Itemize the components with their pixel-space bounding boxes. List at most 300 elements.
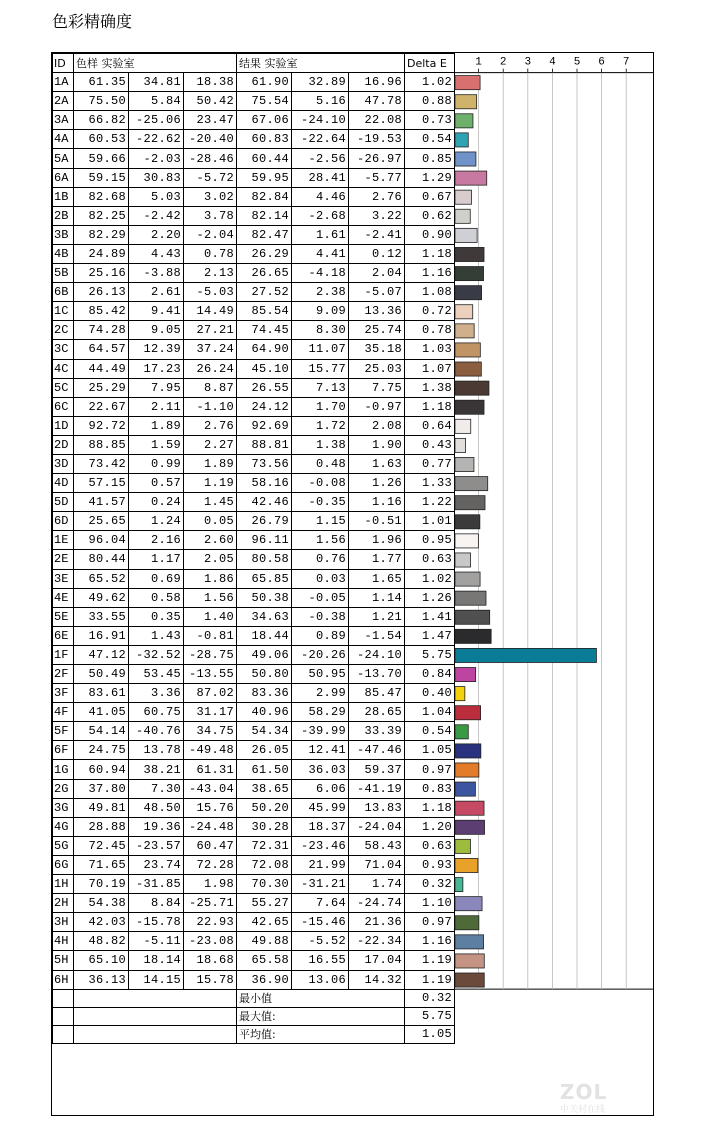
sample-l: 64.57 [74, 340, 129, 359]
delta-e-bar-2g [455, 782, 475, 796]
result-a: 0.89 [292, 626, 349, 645]
sample-b: 1.86 [184, 569, 237, 588]
delta-e-value: 0.54 [405, 130, 455, 149]
result-b: -1.54 [349, 626, 405, 645]
sample-l: 65.52 [74, 569, 129, 588]
result-b: 1.63 [349, 454, 405, 473]
sample-b: -25.71 [184, 894, 237, 913]
summary-avg-row [53, 1025, 455, 1043]
table-row [53, 875, 455, 894]
result-l: 34.63 [237, 607, 292, 626]
result-l: 40.96 [237, 703, 292, 722]
table-row [53, 684, 455, 703]
sample-b: 1.45 [184, 493, 237, 512]
sample-l: 42.03 [74, 913, 129, 932]
result-a: 50.95 [292, 665, 349, 684]
result-b: 1.90 [349, 435, 405, 454]
delta-e-bar-6g [455, 858, 478, 872]
result-a: 1.72 [292, 416, 349, 435]
table-row [53, 168, 455, 187]
delta-e-value: 0.85 [405, 149, 455, 168]
delta-e-bar-6h [455, 973, 484, 987]
patch-id: 3F [53, 684, 74, 703]
delta-e-value: 0.90 [405, 225, 455, 244]
sample-l: 24.75 [74, 741, 129, 760]
result-l: 49.06 [237, 645, 292, 664]
table-row [53, 474, 455, 493]
sample-l: 50.49 [74, 665, 129, 684]
sample-a: 9.05 [129, 321, 184, 340]
result-b: 13.83 [349, 798, 405, 817]
delta-e-bar-2h [455, 897, 482, 911]
sample-l: 70.19 [74, 875, 129, 894]
sample-l: 96.04 [74, 531, 129, 550]
result-a: 4.46 [292, 187, 349, 206]
result-b: 85.47 [349, 684, 405, 703]
sample-a: 0.24 [129, 493, 184, 512]
summary-min-row [53, 989, 455, 1007]
sample-b: 27.21 [184, 321, 237, 340]
delta-e-bar-6c [455, 400, 484, 414]
sample-b: 23.47 [184, 111, 237, 130]
summary-blank-id [53, 1007, 74, 1025]
result-l: 83.36 [237, 684, 292, 703]
result-l: 26.29 [237, 244, 292, 263]
delta-e-value: 0.43 [405, 435, 455, 454]
sample-a: 0.58 [129, 588, 184, 607]
sample-a: -22.62 [129, 130, 184, 149]
result-b: 1.21 [349, 607, 405, 626]
chart-tick-label: 5 [573, 56, 581, 69]
patch-id: 6G [53, 855, 74, 874]
delta-e-bar-5b [455, 267, 484, 281]
result-l: 70.30 [237, 875, 292, 894]
result-l: 58.16 [237, 474, 292, 493]
delta-e-bar-chart [454, 53, 654, 1115]
delta-e-bar-5d [455, 496, 485, 510]
result-a: 1.38 [292, 435, 349, 454]
table-row [53, 760, 455, 779]
result-b: -0.51 [349, 512, 405, 531]
result-b: 3.22 [349, 206, 405, 225]
patch-id: 2C [53, 321, 74, 340]
result-b: -13.70 [349, 665, 405, 684]
result-l: 50.20 [237, 798, 292, 817]
patch-id: 4F [53, 703, 74, 722]
result-l: 36.90 [237, 970, 292, 989]
sample-l: 41.05 [74, 703, 129, 722]
delta-e-bar-5h [455, 954, 484, 968]
sample-a: 1.43 [129, 626, 184, 645]
sample-a: 4.43 [129, 244, 184, 263]
patch-id: 5C [53, 378, 74, 397]
summary-avg-label: 平均值: [237, 1025, 405, 1043]
result-a: 7.13 [292, 378, 349, 397]
table-row [53, 741, 455, 760]
result-l: 30.28 [237, 817, 292, 836]
delta-e-value: 0.93 [405, 855, 455, 874]
table-row [53, 817, 455, 836]
sample-b: 3.78 [184, 206, 237, 225]
sample-a: 0.99 [129, 454, 184, 473]
result-b: 59.37 [349, 760, 405, 779]
sample-b: 22.93 [184, 913, 237, 932]
patch-id: 3E [53, 569, 74, 588]
result-a: 0.76 [292, 550, 349, 569]
result-l: 50.38 [237, 588, 292, 607]
result-a: -0.08 [292, 474, 349, 493]
result-l: 67.06 [237, 111, 292, 130]
patch-id: 3A [53, 111, 74, 130]
sample-b: -5.03 [184, 283, 237, 302]
summary-max-label: 最大值: [237, 1007, 405, 1025]
sample-a: 3.36 [129, 684, 184, 703]
patch-id: 6A [53, 168, 74, 187]
patch-id: 2A [53, 92, 74, 111]
sample-a: 1.24 [129, 512, 184, 531]
sample-l: 16.91 [74, 626, 129, 645]
delta-e-value: 1.03 [405, 340, 455, 359]
result-l: 82.47 [237, 225, 292, 244]
sample-l: 88.85 [74, 435, 129, 454]
sample-b: 1.89 [184, 454, 237, 473]
delta-e-bar-2d [455, 438, 466, 452]
sample-l: 33.55 [74, 607, 129, 626]
sample-l: 73.42 [74, 454, 129, 473]
patch-id: 5G [53, 836, 74, 855]
delta-e-bar-2c [455, 324, 474, 338]
delta-e-value: 1.08 [405, 283, 455, 302]
result-a: 32.89 [292, 73, 349, 92]
result-b: 71.04 [349, 855, 405, 874]
result-b: 7.75 [349, 378, 405, 397]
result-a: -2.56 [292, 149, 349, 168]
patch-id: 2D [53, 435, 74, 454]
result-a: 8.30 [292, 321, 349, 340]
table-row [53, 187, 455, 206]
delta-e-value: 1.19 [405, 951, 455, 970]
sample-a: 7.95 [129, 378, 184, 397]
result-l: 26.65 [237, 264, 292, 283]
chart-tick-label: 2 [499, 56, 507, 69]
result-a: 2.38 [292, 283, 349, 302]
patch-id: 4G [53, 817, 74, 836]
patch-id: 5A [53, 149, 74, 168]
delta-e-value: 1.16 [405, 932, 455, 951]
result-b: 1.96 [349, 531, 405, 550]
result-l: 85.54 [237, 302, 292, 321]
sample-a: -2.03 [129, 149, 184, 168]
sample-l: 25.29 [74, 378, 129, 397]
result-b: 16.96 [349, 73, 405, 92]
result-a: -5.52 [292, 932, 349, 951]
result-a: 5.16 [292, 92, 349, 111]
delta-e-value: 0.83 [405, 779, 455, 798]
delta-e-bar-5a [455, 152, 476, 166]
sample-a: 2.61 [129, 283, 184, 302]
result-a: -23.46 [292, 836, 349, 855]
summary-avg-value: 1.05 [405, 1025, 455, 1043]
delta-e-bar-4f [455, 706, 481, 720]
sample-a: -2.42 [129, 206, 184, 225]
result-a: 21.99 [292, 855, 349, 874]
table-row [53, 607, 455, 626]
color-accuracy-table [52, 53, 455, 1044]
chart-tick-label: 7 [622, 56, 630, 69]
sample-l: 75.50 [74, 92, 129, 111]
result-b: 2.08 [349, 416, 405, 435]
result-b: -2.41 [349, 225, 405, 244]
result-b: -5.07 [349, 283, 405, 302]
sample-l: 54.14 [74, 722, 129, 741]
sample-a: 18.14 [129, 951, 184, 970]
sample-a: 7.30 [129, 779, 184, 798]
result-l: 65.85 [237, 569, 292, 588]
delta-e-value: 1.18 [405, 244, 455, 263]
delta-e-value: 1.16 [405, 264, 455, 283]
sample-b: 1.40 [184, 607, 237, 626]
patch-id: 6E [53, 626, 74, 645]
result-b: 28.65 [349, 703, 405, 722]
sample-b: 37.24 [184, 340, 237, 359]
delta-e-value: 1.04 [405, 703, 455, 722]
sample-l: 36.13 [74, 970, 129, 989]
sample-l: 57.15 [74, 474, 129, 493]
chart-tick-label: 3 [524, 56, 532, 69]
header-result: 结果 实验室 [237, 54, 405, 73]
sample-l: 44.49 [74, 359, 129, 378]
result-b: 1.14 [349, 588, 405, 607]
delta-e-value: 0.77 [405, 454, 455, 473]
table-row [53, 321, 455, 340]
table-row [53, 894, 455, 913]
summary-max-row [53, 1007, 455, 1025]
result-l: 60.83 [237, 130, 292, 149]
result-a: -31.21 [292, 875, 349, 894]
result-l: 38.65 [237, 779, 292, 798]
result-b: -41.19 [349, 779, 405, 798]
result-b: 22.08 [349, 111, 405, 130]
result-l: 72.08 [237, 855, 292, 874]
sample-l: 66.82 [74, 111, 129, 130]
sample-b: 18.38 [184, 73, 237, 92]
table-row [53, 397, 455, 416]
delta-e-value: 0.88 [405, 92, 455, 111]
delta-e-value: 1.47 [405, 626, 455, 645]
result-l: 75.54 [237, 92, 292, 111]
result-l: 60.44 [237, 149, 292, 168]
table-row [53, 779, 455, 798]
table-row [53, 283, 455, 302]
table-row [53, 130, 455, 149]
sample-a: 8.84 [129, 894, 184, 913]
result-l: 80.58 [237, 550, 292, 569]
result-l: 82.14 [237, 206, 292, 225]
table-row [53, 302, 455, 321]
result-l: 42.65 [237, 913, 292, 932]
summary-blank-sample [74, 1007, 237, 1025]
delta-e-value: 0.84 [405, 665, 455, 684]
result-a: -22.64 [292, 130, 349, 149]
result-a: 7.64 [292, 894, 349, 913]
table-row [53, 244, 455, 263]
result-a: 12.41 [292, 741, 349, 760]
sample-l: 80.44 [74, 550, 129, 569]
sample-b: -1.10 [184, 397, 237, 416]
header-sample: 色样 实验室 [74, 54, 237, 73]
delta-e-value: 1.18 [405, 798, 455, 817]
delta-e-value: 1.10 [405, 894, 455, 913]
table-row [53, 512, 455, 531]
result-a: 1.15 [292, 512, 349, 531]
sample-b: 2.60 [184, 531, 237, 550]
result-l: 82.84 [237, 187, 292, 206]
result-a: 28.41 [292, 168, 349, 187]
summary-blank-id [53, 989, 74, 1007]
result-b: 33.39 [349, 722, 405, 741]
patch-id: 1H [53, 875, 74, 894]
result-l: 45.10 [237, 359, 292, 378]
delta-e-value: 1.29 [405, 168, 455, 187]
table-row [53, 359, 455, 378]
sample-b: -28.75 [184, 645, 237, 664]
delta-e-value: 1.22 [405, 493, 455, 512]
delta-e-bar-4h [455, 935, 484, 949]
table-row [53, 225, 455, 244]
result-a: -20.26 [292, 645, 349, 664]
table-row [53, 206, 455, 225]
sample-l: 48.82 [74, 932, 129, 951]
delta-e-bar-1d [455, 419, 471, 433]
result-l: 54.34 [237, 722, 292, 741]
sample-b: 61.31 [184, 760, 237, 779]
result-l: 50.80 [237, 665, 292, 684]
sample-b: 2.27 [184, 435, 237, 454]
summary-min-label: 最小值 [237, 989, 405, 1007]
table-row [53, 855, 455, 874]
patch-id: 1E [53, 531, 74, 550]
patch-id: 1D [53, 416, 74, 435]
delta-e-value: 0.54 [405, 722, 455, 741]
result-a: 9.09 [292, 302, 349, 321]
result-l: 18.44 [237, 626, 292, 645]
chart-tick-label: 1 [475, 56, 482, 69]
table-row [53, 454, 455, 473]
sample-l: 26.13 [74, 283, 129, 302]
patch-id: 2B [53, 206, 74, 225]
sample-a: 5.03 [129, 187, 184, 206]
result-l: 26.05 [237, 741, 292, 760]
sample-l: 25.65 [74, 512, 129, 531]
table-row [53, 722, 455, 741]
delta-e-value: 0.32 [405, 875, 455, 894]
patch-id: 3G [53, 798, 74, 817]
sample-a: 12.39 [129, 340, 184, 359]
delta-e-bar-5f [455, 725, 468, 739]
table-row [53, 531, 455, 550]
header-delta-e: Delta E [405, 54, 455, 73]
table-row [53, 264, 455, 283]
patch-id: 6F [53, 741, 74, 760]
result-b: -24.04 [349, 817, 405, 836]
delta-e-bar-1h [455, 878, 463, 892]
sample-b: 72.28 [184, 855, 237, 874]
delta-e-bar-2e [455, 553, 470, 567]
sample-l: 82.25 [74, 206, 129, 225]
delta-e-bar-3g [455, 801, 484, 815]
delta-e-value: 0.95 [405, 531, 455, 550]
delta-e-bar-3e [455, 572, 480, 586]
result-a: 6.06 [292, 779, 349, 798]
patch-id: 1G [53, 760, 74, 779]
result-l: 24.12 [237, 397, 292, 416]
sample-b: 50.42 [184, 92, 237, 111]
delta-e-bar-4b [455, 247, 484, 261]
patch-id: 4C [53, 359, 74, 378]
result-a: -15.46 [292, 913, 349, 932]
sample-a: 30.83 [129, 168, 184, 187]
table-row [53, 836, 455, 855]
delta-e-value: 0.63 [405, 836, 455, 855]
patch-id: 6C [53, 397, 74, 416]
delta-e-value: 1.18 [405, 397, 455, 416]
sample-b: 14.49 [184, 302, 237, 321]
delta-e-bar-2f [455, 668, 476, 682]
result-a: -2.68 [292, 206, 349, 225]
delta-e-value: 1.38 [405, 378, 455, 397]
sample-b: -49.48 [184, 741, 237, 760]
sample-b: 87.02 [184, 684, 237, 703]
sample-l: 22.67 [74, 397, 129, 416]
patch-id: 4B [53, 244, 74, 263]
result-l: 92.69 [237, 416, 292, 435]
sample-b: 2.05 [184, 550, 237, 569]
result-b: 1.65 [349, 569, 405, 588]
result-a: -39.99 [292, 722, 349, 741]
sample-l: 65.10 [74, 951, 129, 970]
summary-max-value: 5.75 [405, 1007, 455, 1025]
color-accuracy-table-frame [51, 52, 654, 1116]
patch-id: 4A [53, 130, 74, 149]
patch-id: 3H [53, 913, 74, 932]
result-a: -0.38 [292, 607, 349, 626]
patch-id: 2G [53, 779, 74, 798]
patch-id: 1F [53, 645, 74, 664]
sample-b: -13.55 [184, 665, 237, 684]
result-a: 36.03 [292, 760, 349, 779]
delta-e-value: 0.97 [405, 760, 455, 779]
sample-b: 15.78 [184, 970, 237, 989]
table-row [53, 703, 455, 722]
sample-a: -5.11 [129, 932, 184, 951]
sample-l: 49.62 [74, 588, 129, 607]
sample-a: 9.41 [129, 302, 184, 321]
sample-a: 14.15 [129, 970, 184, 989]
sample-a: 2.11 [129, 397, 184, 416]
result-a: 1.61 [292, 225, 349, 244]
patch-id: 6D [53, 512, 74, 531]
result-l: 55.27 [237, 894, 292, 913]
delta-e-bar-1c [455, 305, 473, 319]
table-row [53, 569, 455, 588]
delta-e-bar-1f [455, 648, 596, 662]
result-l: 59.95 [237, 168, 292, 187]
delta-e-bar-4a [455, 133, 468, 147]
sample-a: 1.59 [129, 435, 184, 454]
result-a: 2.99 [292, 684, 349, 703]
sample-b: -28.46 [184, 149, 237, 168]
sample-l: 82.68 [74, 187, 129, 206]
